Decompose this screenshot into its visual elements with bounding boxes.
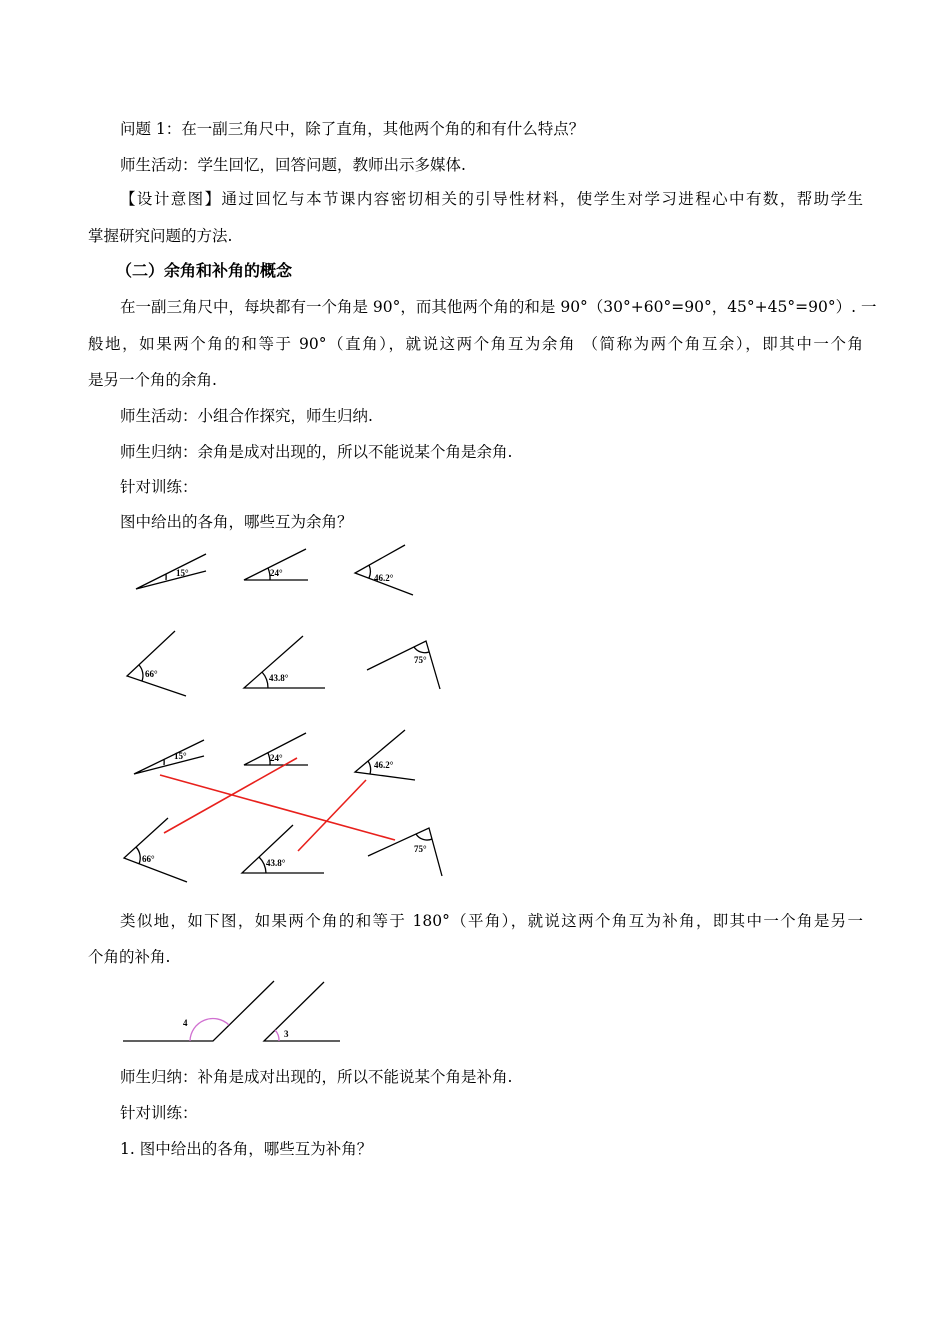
summary-supplementary: 师生归纳：补角是成对出现的，所以不能说某个角是补角. [120, 1068, 513, 1086]
angle-75-figure-1 [367, 641, 440, 689]
activity-1: 师生活动：学生回忆，回答问题，教师出示多媒体. [120, 156, 466, 174]
angle-label-75-b: 75° [414, 844, 427, 854]
angle-label-43-a: 43.8° [269, 673, 289, 683]
angle-label-15-b: 15° [174, 751, 187, 761]
summary-complementary: 师生归纳：余角是成对出现的，所以不能说某个角是余角. [120, 443, 513, 461]
angle-label-66-b: 66° [142, 854, 155, 864]
practice-2-question: 1. 图中给出的各角，哪些互为补角？ [120, 1140, 373, 1158]
match-line-24-66 [164, 758, 297, 833]
design-intent-line-2: 掌握研究问题的方法. [88, 227, 233, 245]
angle-15-figure-1 [136, 554, 206, 589]
practice-1-label: 针对训练： [120, 478, 198, 496]
angle-46-figure-1 [355, 545, 413, 595]
angle-label-46-a: 46.2° [374, 573, 394, 583]
paragraph-2-line-1: 类似地，如下图，如果两个角的和等于 180°（平角），就说这两个角互为补角，即其中一个角是另一 [120, 912, 863, 930]
paragraph-1-line-1: 在一副三角尺中，每块都有一个角是 90°，而其他两个角的和是 90°（30°+60°=90°，45°+45°=90°）. 一 [120, 298, 877, 316]
supplementary-label-4: 4 [183, 1018, 188, 1028]
angle-label-66-a: 66° [145, 669, 158, 679]
angle-label-43-b: 43.8° [266, 858, 286, 868]
question-1: 问题 1：在一副三角尺中，除了直角，其他两个角的和有什么特点？ [120, 120, 585, 138]
angle-66-figure-2 [124, 818, 187, 882]
supplementary-label-3: 3 [284, 1029, 289, 1039]
design-intent-line-1: 【设计意图】通过回忆与本节课内容密切相关的引导性材料，使学生对学习进程心中有数，帮助学生 [120, 190, 863, 208]
angle-66-figure-1 [127, 631, 186, 696]
angle-46-figure-2 [355, 730, 415, 780]
angle-label-15-a: 15° [176, 568, 189, 578]
angle-label-75-a: 75° [414, 655, 427, 665]
match-line-15-75 [160, 775, 395, 840]
supplementary-angle-3 [264, 982, 340, 1041]
matching-lines [160, 758, 395, 851]
angle-15-figure-2 [134, 740, 204, 774]
paragraph-1-line-2: 般地，如果两个角的和等于 90°（直角），就说这两个角互为余角 （简称为两个角互余），即其中一个角 [88, 335, 863, 353]
activity-2: 师生活动：小组合作探究，师生归纳. [120, 407, 373, 425]
section-heading: （二）余角和补角的概念 [116, 261, 293, 280]
paragraph-2-line-2: 个角的补角. [88, 948, 171, 966]
practice-2-label: 针对训练： [120, 1104, 198, 1122]
angle-label-46-b: 46.2° [374, 760, 394, 770]
practice-1-question: 图中给出的各角，哪些互为余角？ [120, 513, 353, 531]
angle-label-24-a: 24° [270, 568, 283, 578]
supplementary-angle-4 [123, 981, 274, 1041]
angle-label-24-b: 24° [270, 753, 283, 763]
paragraph-1-line-3: 是另一个角的余角. [88, 371, 217, 389]
